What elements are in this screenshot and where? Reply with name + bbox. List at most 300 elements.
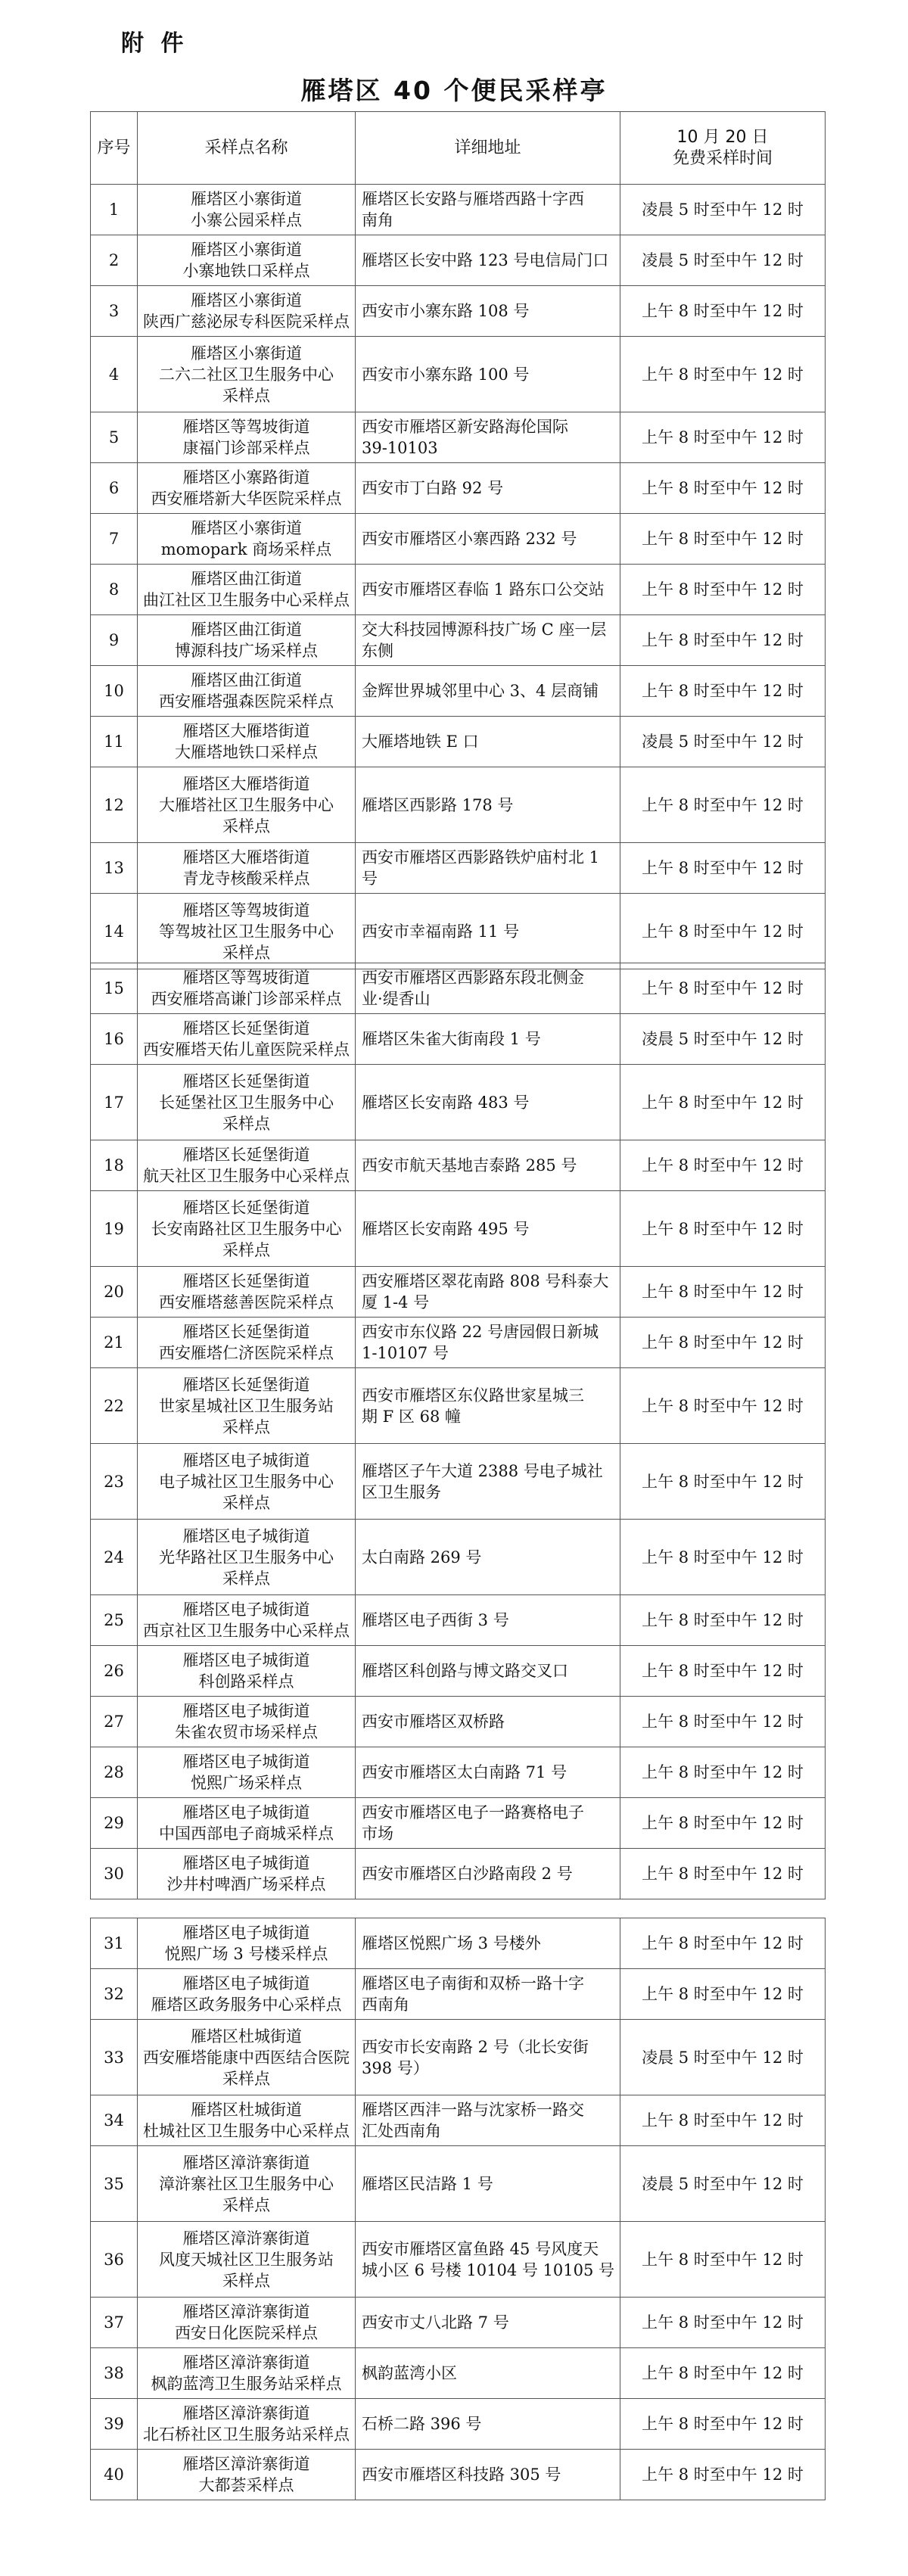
cell-line: 西安市丁白路 92 号 bbox=[362, 479, 504, 497]
row-name bbox=[138, 2095, 356, 2146]
cell-line: 雁塔区悦熙广场 3 号楼外 bbox=[362, 1934, 541, 1952]
table-row bbox=[91, 1747, 826, 1798]
table-row bbox=[91, 463, 826, 514]
row-seq: 21 bbox=[91, 1318, 138, 1368]
cell-line: 曲江社区卫生服务中心采样点 bbox=[143, 591, 350, 609]
row-address bbox=[356, 1065, 620, 1140]
row-seq: 35 bbox=[91, 2146, 138, 2222]
table-row bbox=[91, 337, 826, 412]
table-row bbox=[91, 2298, 826, 2348]
row-address bbox=[356, 2020, 620, 2095]
cell-line: 西安市幸福南路 11 号 bbox=[362, 922, 520, 941]
row-name bbox=[138, 1918, 356, 1969]
row-time: 凌晨 5 时至中午 12 时 bbox=[620, 1014, 826, 1065]
row-time: 上午 8 时至中午 12 时 bbox=[620, 1444, 826, 1520]
row-name bbox=[138, 767, 356, 843]
cell-line: 雁塔区电子城街道 bbox=[182, 1753, 310, 1771]
cell-line: 石桥二路 396 号 bbox=[362, 2415, 482, 2433]
table-row bbox=[91, 1646, 826, 1697]
cell-line: 采样点 bbox=[222, 386, 270, 405]
table-row bbox=[91, 1849, 826, 1899]
row-seq: 20 bbox=[91, 1267, 138, 1318]
row-name bbox=[138, 1065, 356, 1140]
cell-line: 大雁塔社区卫生服务中心 bbox=[159, 795, 334, 814]
cell-line: 西安市航天基地吉泰路 285 号 bbox=[362, 1156, 577, 1174]
cell-line: 雁塔区子午大道 2388 号电子城社 bbox=[362, 1461, 603, 1480]
row-time: 上午 8 时至中午 12 时 bbox=[620, 1969, 826, 2020]
row-time: 上午 8 时至中午 12 时 bbox=[620, 1140, 826, 1191]
table-row bbox=[91, 717, 826, 767]
row-time: 上午 8 时至中午 12 时 bbox=[620, 2399, 826, 2450]
cell-line: 西安市雁塔区西影路铁炉庙村北 1 bbox=[362, 848, 600, 866]
cell-line: 雁塔区大雁塔街道 bbox=[182, 848, 310, 866]
row-seq: 37 bbox=[91, 2298, 138, 2348]
cell-line: 西京社区卫生服务中心采样点 bbox=[143, 1622, 350, 1640]
cell-line: 青龙寺核酸采样点 bbox=[182, 870, 310, 888]
row-time: 上午 8 时至中午 12 时 bbox=[620, 1368, 826, 1444]
row-address bbox=[356, 1646, 620, 1697]
row-time: 上午 8 时至中午 12 时 bbox=[620, 767, 826, 843]
cell-line: 西安日化医院采样点 bbox=[175, 2324, 318, 2342]
row-address bbox=[356, 2399, 620, 2450]
header-name: 采样点名称 bbox=[138, 112, 356, 185]
row-name bbox=[138, 514, 356, 565]
row-name bbox=[138, 2450, 356, 2500]
cell-line: 悦熙广场采样点 bbox=[191, 1774, 302, 1792]
table-row bbox=[91, 843, 826, 894]
table-row bbox=[91, 1014, 826, 1065]
row-address bbox=[356, 463, 620, 514]
row-address bbox=[356, 1267, 620, 1318]
cell-line: 航天社区卫生服务中心采样点 bbox=[143, 1167, 350, 1185]
table-row bbox=[91, 2348, 826, 2399]
cell-line: 西安市小寨东路 108 号 bbox=[362, 302, 530, 320]
row-time: 上午 8 时至中午 12 时 bbox=[620, 1318, 826, 1368]
row-address bbox=[356, 514, 620, 565]
cell-line: 西安市雁塔区西影路东段北侧金 bbox=[362, 969, 584, 987]
table-row bbox=[91, 2020, 826, 2095]
row-time: 上午 8 时至中午 12 时 bbox=[620, 463, 826, 514]
row-name bbox=[138, 286, 356, 337]
cell-line: 雁塔区曲江街道 bbox=[191, 570, 302, 588]
cell-line: momopark 商场采样点 bbox=[160, 540, 332, 558]
cell-line: 西安雁塔能康中西医结合医院 bbox=[143, 2048, 350, 2067]
cell-line: 康福门诊部采样点 bbox=[182, 439, 310, 457]
cell-line: 大雁塔地铁 E 口 bbox=[362, 733, 479, 751]
row-name bbox=[138, 615, 356, 666]
row-seq: 33 bbox=[91, 2020, 138, 2095]
row-seq: 30 bbox=[91, 1849, 138, 1899]
row-seq: 7 bbox=[91, 514, 138, 565]
cell-line: 雁塔区电子西街 3 号 bbox=[362, 1611, 509, 1629]
cell-line: 光华路社区卫生服务中心 bbox=[159, 1548, 334, 1566]
cell-line: 朱雀农贸市场采样点 bbox=[175, 1723, 318, 1741]
row-time: 凌晨 5 时至中午 12 时 bbox=[620, 2146, 826, 2222]
row-address bbox=[356, 1520, 620, 1595]
row-name bbox=[138, 337, 356, 412]
table-row bbox=[91, 1368, 826, 1444]
cell-line: 北石桥社区卫生服务站采样点 bbox=[143, 2425, 350, 2444]
cell-line: 雁塔区电子城街道 bbox=[182, 1651, 310, 1669]
row-address bbox=[356, 235, 620, 286]
cell-line: 市场 bbox=[362, 1825, 393, 1843]
table-row bbox=[91, 1444, 826, 1520]
cell-line: 小寨公园采样点 bbox=[191, 211, 302, 229]
row-seq: 32 bbox=[91, 1969, 138, 2020]
cell-line: 西南角 bbox=[362, 1996, 409, 2014]
cell-line: 雁塔区小寨街道 bbox=[191, 291, 302, 310]
row-time: 上午 8 时至中午 12 时 bbox=[620, 2095, 826, 2146]
row-time: 上午 8 时至中午 12 时 bbox=[620, 2450, 826, 2500]
row-address bbox=[356, 717, 620, 767]
row-name bbox=[138, 185, 356, 235]
row-time: 上午 8 时至中午 12 时 bbox=[620, 894, 826, 969]
cell-line: 1-10107 号 bbox=[362, 1344, 449, 1362]
row-seq: 19 bbox=[91, 1191, 138, 1267]
row-time: 凌晨 5 时至中午 12 时 bbox=[620, 717, 826, 767]
table-row bbox=[91, 185, 826, 235]
table-row bbox=[91, 2095, 826, 2146]
row-time: 上午 8 时至中午 12 时 bbox=[620, 412, 826, 463]
row-seq: 2 bbox=[91, 235, 138, 286]
row-seq: 17 bbox=[91, 1065, 138, 1140]
table-row bbox=[91, 1697, 826, 1747]
row-name bbox=[138, 2020, 356, 2095]
row-name bbox=[138, 1368, 356, 1444]
row-address bbox=[356, 1969, 620, 2020]
row-time: 上午 8 时至中午 12 时 bbox=[620, 1267, 826, 1318]
cell-line: 雁塔区漳浒寨街道 bbox=[182, 2354, 310, 2372]
row-seq: 11 bbox=[91, 717, 138, 767]
row-seq: 26 bbox=[91, 1646, 138, 1697]
row-seq: 27 bbox=[91, 1697, 138, 1747]
cell-line: 交大科技园博源科技广场 C 座一层 bbox=[362, 621, 607, 639]
cell-line: 雁塔区长延堡街道 bbox=[182, 1198, 310, 1217]
cell-line: 东侧 bbox=[362, 642, 393, 660]
cell-line: 沙井村啤酒广场采样点 bbox=[166, 1875, 326, 1893]
cell-line: 等驾坡社区卫生服务中心 bbox=[159, 922, 334, 941]
cell-line: 西安市雁塔区双桥路 bbox=[362, 1713, 505, 1731]
cell-line: 采样点 bbox=[222, 2195, 270, 2214]
table-row bbox=[91, 2450, 826, 2500]
row-name bbox=[138, 2298, 356, 2348]
cell-line: 398 号） bbox=[362, 2058, 429, 2077]
cell-line: 雁塔区杜城街道 bbox=[191, 2101, 302, 2119]
cell-line: 西安市丈八北路 7 号 bbox=[362, 2313, 509, 2332]
header-address: 详细地址 bbox=[356, 112, 620, 185]
row-name bbox=[138, 894, 356, 969]
row-seq: 5 bbox=[91, 412, 138, 463]
row-address bbox=[356, 286, 620, 337]
row-seq: 38 bbox=[91, 2348, 138, 2399]
table-row bbox=[91, 666, 826, 717]
row-name bbox=[138, 1747, 356, 1798]
row-time: 上午 8 时至中午 12 时 bbox=[620, 1849, 826, 1899]
cell-line: 西安雁塔慈善医院采样点 bbox=[159, 1293, 334, 1311]
row-time: 上午 8 时至中午 12 时 bbox=[620, 1918, 826, 1969]
row-seq: 24 bbox=[91, 1520, 138, 1595]
row-name bbox=[138, 2399, 356, 2450]
cell-line: 采样点 bbox=[222, 817, 270, 835]
row-seq: 16 bbox=[91, 1014, 138, 1065]
cell-line: 雁塔区电子南街和双桥一路十字 bbox=[362, 1974, 584, 1993]
table-row bbox=[91, 1318, 826, 1368]
cell-line: 雁塔区漳浒寨街道 bbox=[182, 2404, 310, 2422]
row-name bbox=[138, 2348, 356, 2399]
table-row bbox=[91, 963, 826, 1014]
row-name bbox=[138, 412, 356, 463]
cell-line: 39-10103 bbox=[362, 439, 438, 457]
cell-line: 采样点 bbox=[222, 1493, 270, 1512]
cell-line: 西安市雁塔区科技路 305 号 bbox=[362, 2466, 561, 2484]
row-name bbox=[138, 963, 356, 1014]
cell-line: 雁塔区长安中路 123 号电信局门口 bbox=[362, 251, 609, 269]
cell-line: 小寨地铁口采样点 bbox=[182, 262, 310, 280]
cell-line: 西安市雁塔区春临 1 路东口公交站 bbox=[362, 580, 605, 599]
cell-line: 雁塔区小寨街道 bbox=[191, 519, 302, 537]
cell-line: 雁塔区漳浒寨街道 bbox=[182, 2229, 310, 2248]
cell-line: 号 bbox=[362, 870, 378, 888]
row-time: 上午 8 时至中午 12 时 bbox=[620, 286, 826, 337]
cell-line: 雁塔区小寨街道 bbox=[191, 344, 302, 362]
cell-line: 西安雁塔区翠花南路 808 号科泰大 bbox=[362, 1272, 609, 1290]
row-address bbox=[356, 185, 620, 235]
row-address bbox=[356, 1140, 620, 1191]
row-address bbox=[356, 2095, 620, 2146]
table-row bbox=[91, 1918, 826, 1969]
row-seq: 6 bbox=[91, 463, 138, 514]
row-seq: 23 bbox=[91, 1444, 138, 1520]
table-row bbox=[91, 565, 826, 615]
cell-line: 汇处西南角 bbox=[362, 2122, 441, 2140]
row-time: 上午 8 时至中午 12 时 bbox=[620, 2222, 826, 2298]
cell-line: 雁塔区长延堡街道 bbox=[182, 1019, 310, 1038]
cell-line: 二六二社区卫生服务中心 bbox=[159, 365, 334, 384]
cell-line: 大雁塔地铁口采样点 bbox=[175, 743, 318, 761]
cell-line: 西安市雁塔区太白南路 71 号 bbox=[362, 1763, 568, 1781]
cell-line: 西安雁塔高谦门诊部采样点 bbox=[151, 990, 342, 1008]
row-time: 凌晨 5 时至中午 12 时 bbox=[620, 185, 826, 235]
row-seq: 39 bbox=[91, 2399, 138, 2450]
cell-line: 雁塔区电子城街道 bbox=[182, 1803, 310, 1822]
page-title: 雁塔区 40 个便民采样亭 bbox=[300, 76, 608, 105]
row-address bbox=[356, 1444, 620, 1520]
cell-line: 雁塔区民洁路 1 号 bbox=[362, 2174, 493, 2193]
cell-line: 西安市东仪路 22 号唐园假日新城 bbox=[362, 1323, 599, 1341]
row-seq: 10 bbox=[91, 666, 138, 717]
cell-line: 枫韵蓝湾卫生服务站采样点 bbox=[151, 2375, 342, 2393]
table-row bbox=[91, 1065, 826, 1140]
table-row bbox=[91, 767, 826, 843]
sampling-table-part-3 bbox=[90, 1918, 826, 2500]
cell-line: 西安雁塔强森医院采样点 bbox=[159, 692, 334, 711]
cell-line: 雁塔区电子城街道 bbox=[182, 1702, 310, 1720]
row-name bbox=[138, 1267, 356, 1318]
row-name bbox=[138, 1969, 356, 2020]
row-time: 上午 8 时至中午 12 时 bbox=[620, 1191, 826, 1267]
cell-line: 城小区 6 号楼 10104 号 10105 号 bbox=[362, 2260, 615, 2279]
table-row bbox=[91, 1191, 826, 1267]
row-address bbox=[356, 1798, 620, 1849]
cell-line: 大都荟采样点 bbox=[198, 2476, 294, 2494]
row-seq: 22 bbox=[91, 1368, 138, 1444]
cell-line: 西安市长安南路 2 号（北长安街 bbox=[362, 2037, 589, 2056]
cell-line: 雁塔区西影路 178 号 bbox=[362, 795, 514, 814]
table-row bbox=[91, 1520, 826, 1595]
row-name bbox=[138, 2146, 356, 2222]
row-name bbox=[138, 1520, 356, 1595]
row-address bbox=[356, 2348, 620, 2399]
row-seq: 18 bbox=[91, 1140, 138, 1191]
row-address bbox=[356, 1595, 620, 1646]
cell-line: 中国西部电子商城采样点 bbox=[159, 1825, 334, 1843]
cell-line: 雁塔区长延堡街道 bbox=[182, 1272, 310, 1290]
cell-line: 漳浒寨社区卫生服务中心 bbox=[159, 2174, 334, 2193]
table-row bbox=[91, 2146, 826, 2222]
row-address bbox=[356, 1697, 620, 1747]
cell-line: 雁塔区电子城街道 bbox=[182, 1601, 310, 1619]
row-address bbox=[356, 1191, 620, 1267]
row-address bbox=[356, 2146, 620, 2222]
header-time-line: 免费采样时间 bbox=[672, 148, 773, 168]
cell-line: 雁塔区电子城街道 bbox=[182, 1974, 310, 1993]
cell-line: 西安市雁塔区电子一路赛格电子 bbox=[362, 1803, 584, 1822]
row-time: 上午 8 时至中午 12 时 bbox=[620, 565, 826, 615]
row-address bbox=[356, 1368, 620, 1444]
cell-line: 西安市雁塔区白沙路南段 2 号 bbox=[362, 1865, 573, 1883]
row-seq: 15 bbox=[91, 963, 138, 1014]
row-address bbox=[356, 1014, 620, 1065]
row-address bbox=[356, 1918, 620, 1969]
cell-line: 采样点 bbox=[222, 1240, 270, 1259]
row-name bbox=[138, 235, 356, 286]
cell-line: 杜城社区卫生服务中心采样点 bbox=[143, 2122, 350, 2140]
cell-line: 雁塔区长延堡街道 bbox=[182, 1375, 310, 1394]
cell-line: 雁塔区科创路与博文路交叉口 bbox=[362, 1662, 568, 1680]
row-time: 上午 8 时至中午 12 时 bbox=[620, 615, 826, 666]
row-time: 上午 8 时至中午 12 时 bbox=[620, 1646, 826, 1697]
row-seq: 25 bbox=[91, 1595, 138, 1646]
row-seq: 12 bbox=[91, 767, 138, 843]
cell-line: 西安市雁塔区东仪路世家星城三 bbox=[362, 1386, 584, 1405]
cell-line: 采样点 bbox=[222, 1569, 270, 1588]
cell-line: 世家星城社区卫生服务站 bbox=[159, 1396, 334, 1415]
row-address bbox=[356, 963, 620, 1014]
row-name bbox=[138, 1697, 356, 1747]
cell-line: 雁塔区长安南路 495 号 bbox=[362, 1219, 530, 1238]
row-name bbox=[138, 1595, 356, 1646]
cell-line: 科创路采样点 bbox=[198, 1672, 294, 1691]
row-name bbox=[138, 717, 356, 767]
row-name bbox=[138, 2222, 356, 2298]
row-time: 上午 8 时至中午 12 时 bbox=[620, 1595, 826, 1646]
cell-line: 雁塔区小寨街道 bbox=[191, 241, 302, 259]
row-seq: 3 bbox=[91, 286, 138, 337]
table-row bbox=[91, 514, 826, 565]
cell-line: 雁塔区等驾坡街道 bbox=[182, 901, 310, 919]
row-time: 上午 8 时至中午 12 时 bbox=[620, 843, 826, 894]
row-address bbox=[356, 565, 620, 615]
cell-line: 长延堡社区卫生服务中心 bbox=[159, 1093, 334, 1112]
cell-line: 业·缇香山 bbox=[362, 990, 431, 1008]
table-row bbox=[91, 1798, 826, 1849]
row-name bbox=[138, 666, 356, 717]
row-name bbox=[138, 1014, 356, 1065]
cell-line: 悦熙广场 3 号楼采样点 bbox=[164, 1945, 328, 1963]
row-seq: 9 bbox=[91, 615, 138, 666]
cell-line: 雁塔区电子城街道 bbox=[182, 1526, 310, 1545]
row-seq: 1 bbox=[91, 185, 138, 235]
row-address bbox=[356, 843, 620, 894]
row-address bbox=[356, 412, 620, 463]
row-seq: 31 bbox=[91, 1918, 138, 1969]
cell-line: 采样点 bbox=[222, 943, 270, 962]
header-time bbox=[620, 112, 826, 185]
row-name bbox=[138, 843, 356, 894]
cell-line: 风度天城社区卫生服务站 bbox=[159, 2250, 334, 2269]
row-seq: 29 bbox=[91, 1798, 138, 1849]
row-time: 上午 8 时至中午 12 时 bbox=[620, 1065, 826, 1140]
cell-line: 雁塔区大雁塔街道 bbox=[182, 722, 310, 740]
cell-line: 长安南路社区卫生服务中心 bbox=[151, 1219, 342, 1238]
cell-line: 雁塔区漳浒寨街道 bbox=[182, 2303, 310, 2321]
cell-line: 雁塔区杜城街道 bbox=[191, 2027, 302, 2046]
cell-line: 雁塔区长安南路 483 号 bbox=[362, 1093, 530, 1112]
row-seq: 36 bbox=[91, 2222, 138, 2298]
row-address bbox=[356, 615, 620, 666]
row-time: 凌晨 5 时至中午 12 时 bbox=[620, 2020, 826, 2095]
cell-line: 区卫生服务 bbox=[362, 1482, 441, 1501]
cell-line: 西安市雁塔区小寨西路 232 号 bbox=[362, 530, 577, 548]
row-seq: 28 bbox=[91, 1747, 138, 1798]
row-address bbox=[356, 1849, 620, 1899]
row-name bbox=[138, 463, 356, 514]
row-address bbox=[356, 767, 620, 843]
cell-line: 西安雁塔新大华医院采样点 bbox=[151, 490, 342, 508]
row-address bbox=[356, 2298, 620, 2348]
sampling-table-part-2 bbox=[90, 963, 826, 1899]
row-time: 上午 8 时至中午 12 时 bbox=[620, 1697, 826, 1747]
row-time: 上午 8 时至中午 12 时 bbox=[620, 2348, 826, 2399]
row-name bbox=[138, 1646, 356, 1697]
table-row bbox=[91, 286, 826, 337]
cell-line: 雁塔区小寨街道 bbox=[191, 190, 302, 208]
row-address bbox=[356, 337, 620, 412]
cell-line: 雁塔区朱雀大街南段 1 号 bbox=[362, 1030, 541, 1048]
cell-line: 西安市雁塔区新安路海伦国际 bbox=[362, 418, 568, 436]
row-name bbox=[138, 1140, 356, 1191]
header-seq: 序号 bbox=[91, 112, 138, 185]
attachment-label: 附 件 bbox=[121, 30, 188, 57]
row-name bbox=[138, 1849, 356, 1899]
cell-line: 雁塔区等驾坡街道 bbox=[182, 418, 310, 436]
table-row bbox=[91, 894, 826, 969]
row-name bbox=[138, 1318, 356, 1368]
table-row bbox=[91, 1267, 826, 1318]
cell-line: 采样点 bbox=[222, 1417, 270, 1436]
cell-line: 雁塔区政务服务中心采样点 bbox=[151, 1996, 342, 2014]
cell-line: 雁塔区大雁塔街道 bbox=[182, 774, 310, 793]
row-address bbox=[356, 2450, 620, 2500]
row-name bbox=[138, 1798, 356, 1849]
cell-line: 采样点 bbox=[222, 2271, 270, 2290]
row-seq: 40 bbox=[91, 2450, 138, 2500]
cell-line: 太白南路 269 号 bbox=[362, 1548, 482, 1566]
cell-line: 西安市小寨东路 100 号 bbox=[362, 365, 530, 384]
cell-line: 雁塔区长安路与雁塔西路十字西 bbox=[362, 190, 584, 208]
row-address bbox=[356, 894, 620, 969]
row-name bbox=[138, 1191, 356, 1267]
